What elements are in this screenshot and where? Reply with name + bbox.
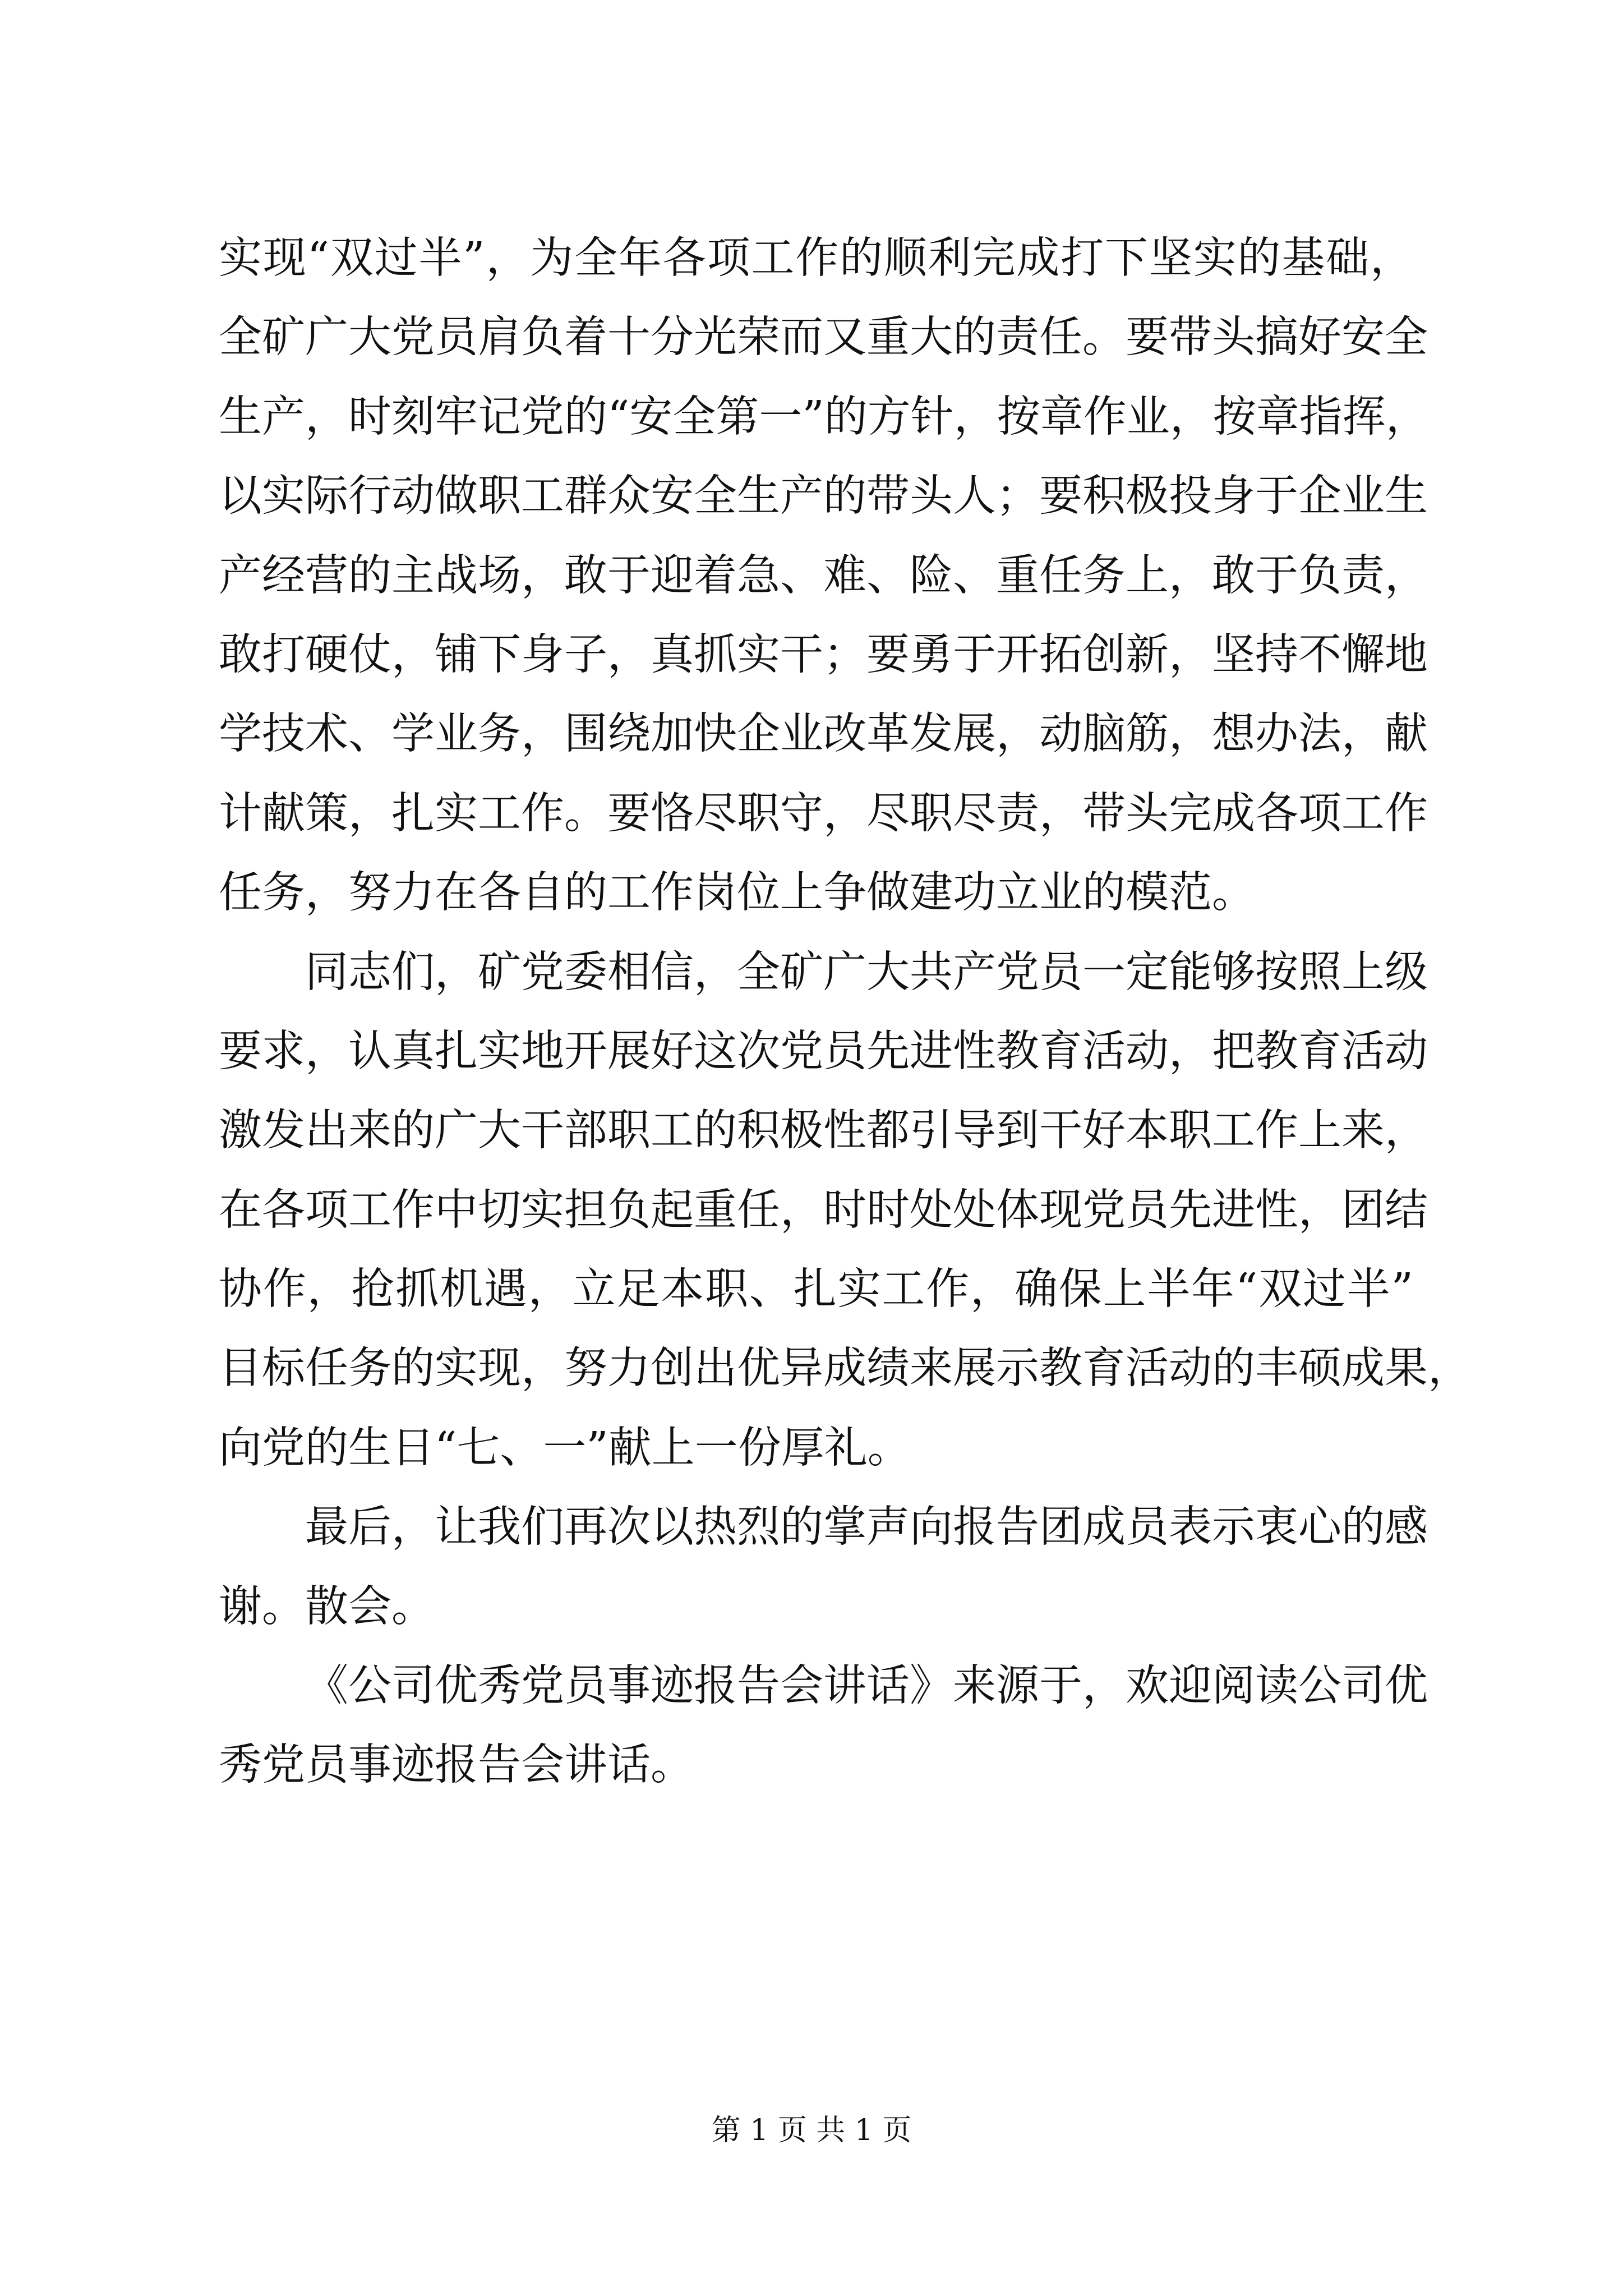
text-line: 在各项工作中切实担负起重任，时时处处体现党员先进性，团结 [219, 1185, 1428, 1235]
text-line: 敢打硬仗，铺下身子，真抓实干；要勇于开拓创新，坚持不懈地 [219, 629, 1428, 680]
text-line: 以实际行动做职工群众安全生产的带头人；要积极投身于企业生 [219, 471, 1428, 522]
text-line: 要求，认真扎实地开展好这次党员先进性教育活动，把教育活动 [219, 1026, 1428, 1076]
document-body [219, 219, 1471, 1805]
text-line: 秀党员事迹报告会讲话。 [219, 1740, 694, 1791]
text-line: 任务，努力在各自的工作岗位上争做建功立业的模范。 [219, 868, 1255, 918]
text-line: 学技术、学业务，围绕加快企业改革发展，动脑筋，想办法，献 [219, 709, 1428, 760]
text-line: 向党的生日“七、一”献上一份厚礼。 [219, 1423, 911, 1473]
text-line: 协作，抢抓机遇，立足本职、扎实工作，确保上半年“双过半” [219, 1264, 1413, 1315]
text-line: 目标任务的实现，努力创出优异成绩来展示教育活动的丰硕成果， [219, 1343, 1471, 1394]
text-line: 最后，让我们再次以热烈的掌声向报告团成员表示衷心的感 [305, 1502, 1428, 1553]
text-line: 全矿广大党员肩负着十分光荣而又重大的责任。要带头搞好安全 [219, 312, 1428, 363]
text-line: 《公司优秀党员事迹报告会讲话》来源于，欢迎阅读公司优 [305, 1661, 1428, 1711]
text-line: 实现“双过半”，为全年各项工作的顺利完成打下坚实的基础， [219, 233, 1413, 283]
text-line: 激发出来的广大干部职工的积极性都引导到干好本职工作上来， [219, 1106, 1428, 1156]
text-line: 产经营的主战场，敢于迎着急、难、险、重任务上，敢于负责， [219, 550, 1428, 601]
text-line: 同志们，矿党委相信，全矿广大共产党员一定能够按照上级 [305, 947, 1428, 997]
text-line: 生产，时刻牢记党的“安全第一”的方针，按章作业，按章指挥， [219, 392, 1429, 442]
text-line: 谢。散会。 [219, 1581, 435, 1632]
text-line: 计献策，扎实工作。要恪尽职守，尽职尽责，带头完成各项工作 [219, 788, 1428, 839]
page-number-footer: 第 1 页 共 1 页 [711, 2114, 912, 2147]
